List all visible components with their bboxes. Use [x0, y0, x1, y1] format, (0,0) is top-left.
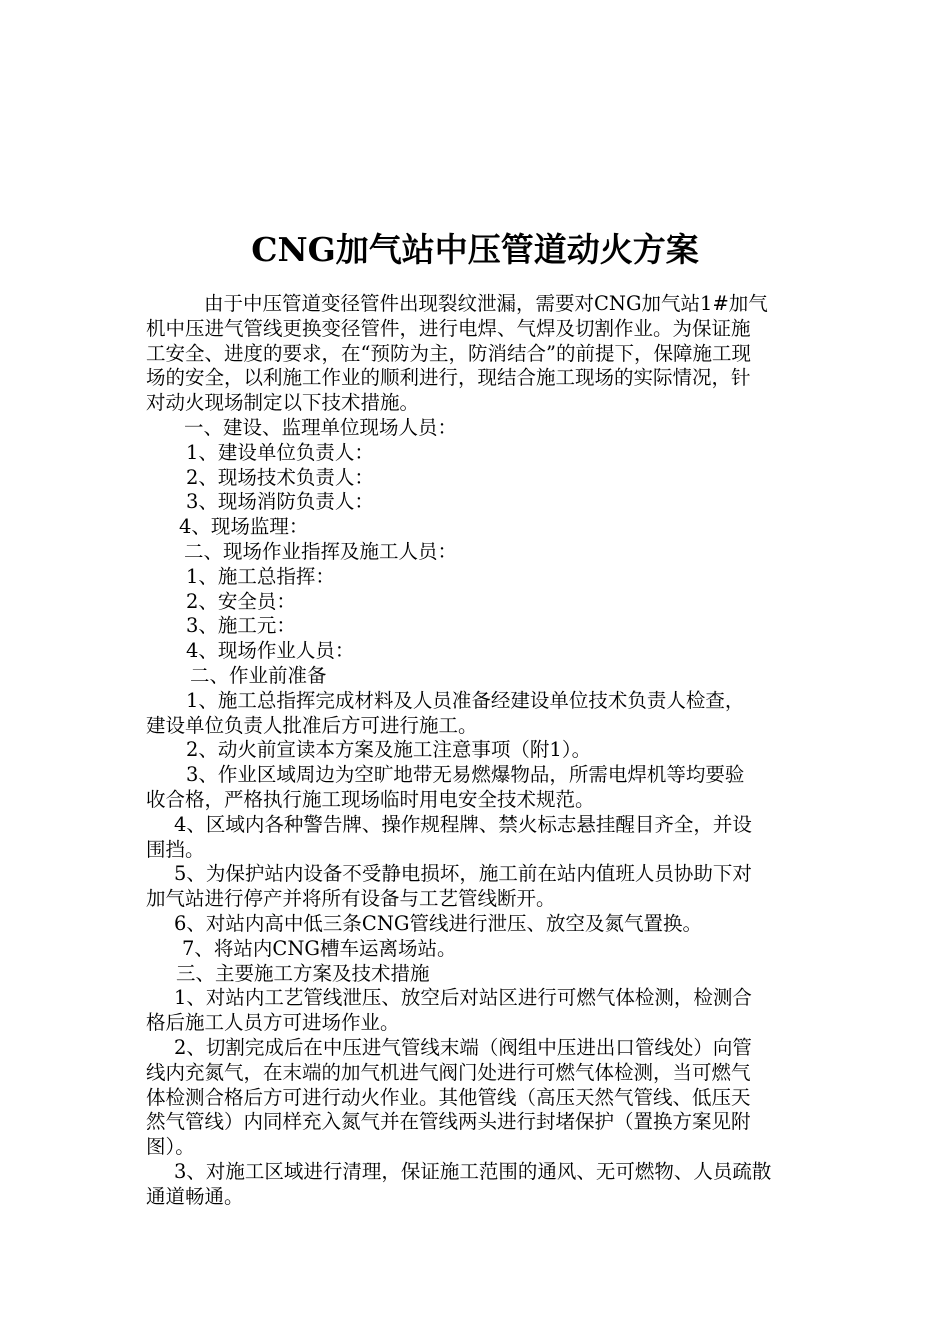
document-title: CNG加气站中压管道动火方案	[251, 230, 699, 269]
paragraph-line: 工安全、进度的要求，在“预防为主，防消结合”的前提下，保障施工现	[146, 341, 751, 365]
list-item: 3、作业区域周边为空旷地带无易燃爆物品，所需电焊机等均要验	[186, 763, 745, 787]
list-item: 4、现场作业人员：	[186, 639, 355, 663]
list-item: 5、为保护站内设备不受静电损坏，施工前在站内值班人员协助下对	[174, 862, 752, 886]
list-item: 3、施工元：	[186, 614, 296, 638]
section-heading: 二、现场作业指挥及施工人员：	[184, 539, 458, 563]
paragraph-line: 围挡。	[146, 837, 205, 861]
list-item: 1、施工总指挥：	[186, 564, 335, 588]
section-heading: 一、建设、监理单位现场人员：	[184, 415, 458, 439]
list-item: 6、对站内高中低三条CNG管线进行泄压、放空及氮气置换。	[174, 911, 702, 935]
paragraph-line: 建设单位负责人批准后方可进行施工。	[146, 713, 478, 737]
list-item: 2、安全员：	[186, 589, 296, 613]
list-item: 3、对施工区域进行清理，保证施工范围的通风、无可燃物、人员疏散	[174, 1159, 772, 1183]
section-heading: 二、作业前准备	[190, 663, 327, 687]
list-item: 1、对站内工艺管线泄压、放空后对站区进行可燃气体检测，检测合	[174, 986, 752, 1010]
list-item: 7、将站内CNG槽车运离场站。	[182, 936, 457, 960]
paragraph-line: 场的安全，以利施工作业的顺利进行，现结合施工现场的实际情况，针	[146, 366, 751, 390]
paragraph-line: 体检测合格后方可进行动火作业。其他管线（高压天然气管线、低压天	[146, 1085, 751, 1109]
paragraph-line: 加气站进行停产并将所有设备与工艺管线断开。	[146, 887, 556, 911]
section-heading: 三、主要施工方案及技术措施	[176, 961, 430, 985]
paragraph-line: 机中压进气管线更换变径管件，进行电焊、气焊及切割作业。为保证施	[146, 316, 751, 340]
list-item: 3、现场消防负责人：	[186, 490, 374, 514]
document-body	[146, 292, 810, 1209]
list-item: 1、施工总指挥完成材料及人员准备经建设单位技术负责人检查，	[186, 688, 745, 712]
paragraph-line: 通道畅通。	[146, 1184, 244, 1208]
paragraph-line: 由于中压管道变径管件出现裂纹泄漏，需要对CNG加气站1#加气	[204, 292, 768, 315]
paragraph-line: 格后施工人员方可进场作业。	[146, 1011, 400, 1035]
paragraph-line: 对动火现场制定以下技术措施。	[146, 391, 420, 415]
list-item: 2、现场技术负责人：	[186, 465, 374, 489]
list-item: 4、现场监理：	[179, 515, 309, 539]
list-item: 2、动火前宣读本方案及施工注意事项（附1）。	[186, 738, 592, 762]
paragraph-line: 图）。	[146, 1135, 195, 1159]
list-item: 2、切割完成后在中压进气管线末端（阀组中压进出口管线处）向管	[174, 1035, 752, 1059]
paragraph-line: 然气管线）内同样充入氮气并在管线两头进行封堵保护（置换方案见附	[146, 1110, 751, 1134]
paragraph-line: 收合格，严格执行施工现场临时用电安全技术规范。	[146, 787, 595, 811]
paragraph-line: 线内充氮气，在末端的加气机进气阀门处进行可燃气体检测，当可燃气	[146, 1060, 751, 1084]
list-item: 1、建设单位负责人：	[186, 440, 374, 464]
list-item: 4、区域内各种警告牌、操作规程牌、禁火标志悬挂醒目齐全，并设	[174, 812, 752, 836]
